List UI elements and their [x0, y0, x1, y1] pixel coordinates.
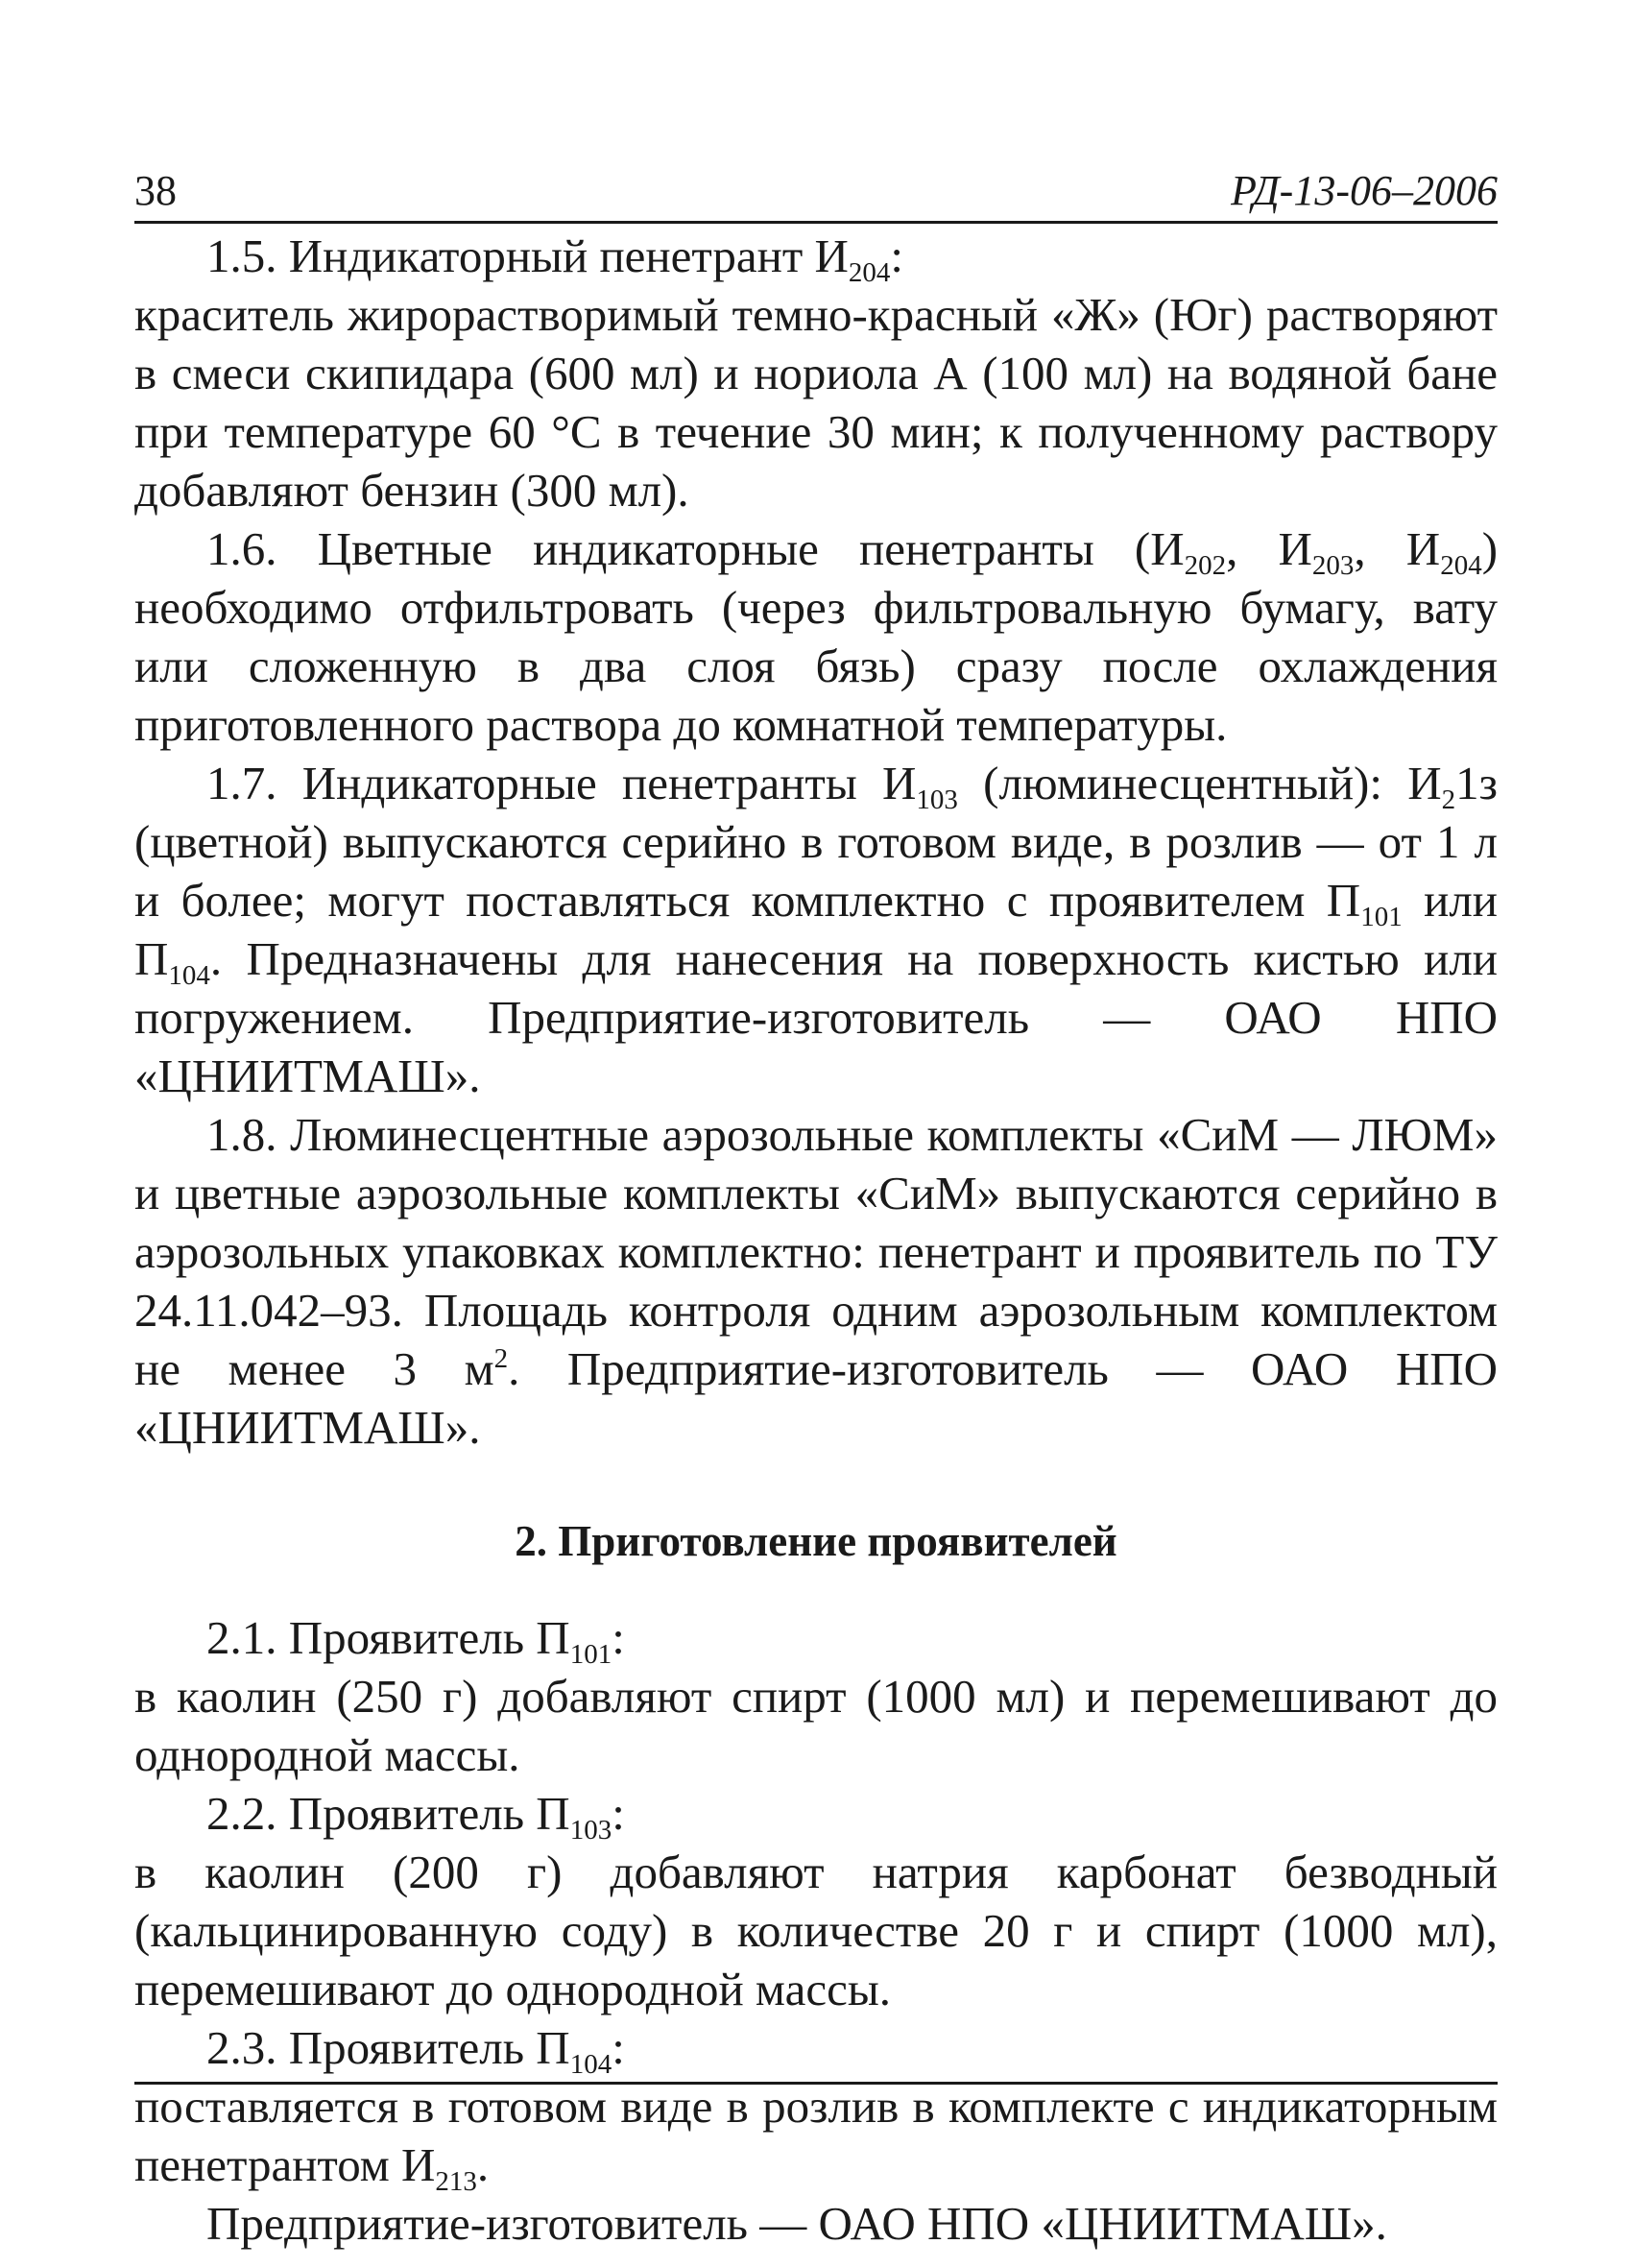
item-2-2-heading	[134, 1784, 1498, 1846]
item-2-3-heading	[134, 2018, 1498, 2080]
item-2-1-heading-text: 2.1. Проявитель П	[206, 1611, 570, 1664]
punctuation: :	[612, 1787, 625, 1840]
punctuation: :	[612, 2021, 625, 2074]
text-run: , И	[1226, 522, 1312, 575]
item-1-6	[134, 519, 1498, 754]
punctuation: :	[612, 1611, 625, 1664]
subscript: 103	[569, 1815, 612, 1846]
subscript: 213	[435, 2166, 477, 2197]
item-2-2-text: в каолин (200 г) добавляют натрия карбонат безводный (кальцинированную соду) в количестве 20 г и спирт (1000 мл), перемешивают до однородной массы.	[134, 1846, 1498, 2015]
text-run: 1з (цветной) выпускаются серийно в готовом виде, в розлив — от 1 л и более; могут поставляться комплектно с проявителем П	[134, 757, 1498, 927]
subscript: 204	[848, 257, 891, 288]
item-2-1-text: в каолин (250 г) добавляют спирт (1000 мл) и перемешивают до однородной массы.	[134, 1670, 1498, 1781]
text-run: 1.7. Индикаторные пенетранты И	[206, 757, 917, 809]
subscript: 104	[569, 2049, 612, 2080]
page-body	[134, 227, 1498, 2253]
item-2-3-text	[134, 2077, 1498, 2197]
item-1-5-heading-text: 1.5. Индикаторный пенетрант И	[206, 229, 849, 282]
page-header	[134, 165, 1498, 224]
subscript: 203	[1311, 550, 1355, 581]
text-run: или П	[134, 874, 1499, 985]
text-run: 1.8. Люминесцентные аэрозольные комплекты «СиМ — ЛЮМ» и цветные аэрозольные комплекты «СиМ» выпускаются серийно в аэрозольных упаковках комплектно: пенетрант и проявитель по ТУ 24.11.042–93. Площадь контроля одним аэрозольным комплектом не менее 3 м	[134, 1108, 1498, 1395]
page-number: 38	[134, 167, 177, 214]
item-2-1-heading	[134, 1608, 1498, 1670]
subscript: 103	[916, 784, 958, 815]
bottom-rule	[134, 2082, 1498, 2085]
text-run: , И	[1354, 522, 1441, 575]
item-2-2-heading-text: 2.2. Проявитель П	[206, 1787, 570, 1840]
item-1-5-heading	[134, 227, 1498, 288]
closing-manufacturer-line: Предприятие-изготовитель — ОАО НПО «ЦНИИТМАШ».	[206, 2197, 1387, 2250]
text-run: (люминесцентный): И	[957, 757, 1442, 809]
subscript: 204	[1440, 550, 1482, 581]
item-1-8	[134, 1105, 1498, 1457]
item-1-5-text: краситель жирорастворимый темно-красный «Ж» (Юг) растворяют в смеси скипидара (600 мл) и нориола А (100 мл) на водяной бане при температуре 60 °С в течение 30 мин; к полученному раствору добавляют бензин (300 мл).	[134, 288, 1498, 517]
superscript: 2	[493, 1343, 509, 1374]
text-run: поставляется в готовом виде в розлив в комплекте с индикаторным пенетрантом И	[134, 2080, 1498, 2191]
subscript: 202	[1184, 550, 1227, 581]
subscript: 101	[1360, 902, 1403, 932]
punctuation: .	[476, 2138, 490, 2191]
text-run: 1.6. Цветные индикаторные пенетранты (И	[206, 522, 1185, 575]
subscript: 104	[168, 960, 210, 991]
item-2-3-heading-text: 2.3. Проявитель П	[206, 2021, 570, 2074]
document-code: РД-13-06–2006	[1231, 167, 1498, 214]
text-run: . Предназначены для нанесения на поверхность кистью или погружением. Предприятие-изготовитель — ОАО НПО «ЦНИИТМАШ».	[134, 932, 1498, 1102]
section-2-title: 2. Приготовление проявителей	[515, 1517, 1117, 1565]
subscript: 2	[1441, 784, 1456, 815]
subscript: 101	[569, 1639, 612, 1670]
text-run: ) необходимо отфильтровать (через фильтровальную бумагу, вату или сложенную в два слоя бязь) сразу после охлаждения приготовленного раствора до комнатной температуры.	[134, 522, 1499, 751]
item-1-7	[134, 754, 1498, 1105]
punctuation: :	[890, 229, 904, 282]
text-run: . Предприятие-изготовитель — ОАО НПО «ЦНИИТМАШ».	[134, 1342, 1498, 1454]
